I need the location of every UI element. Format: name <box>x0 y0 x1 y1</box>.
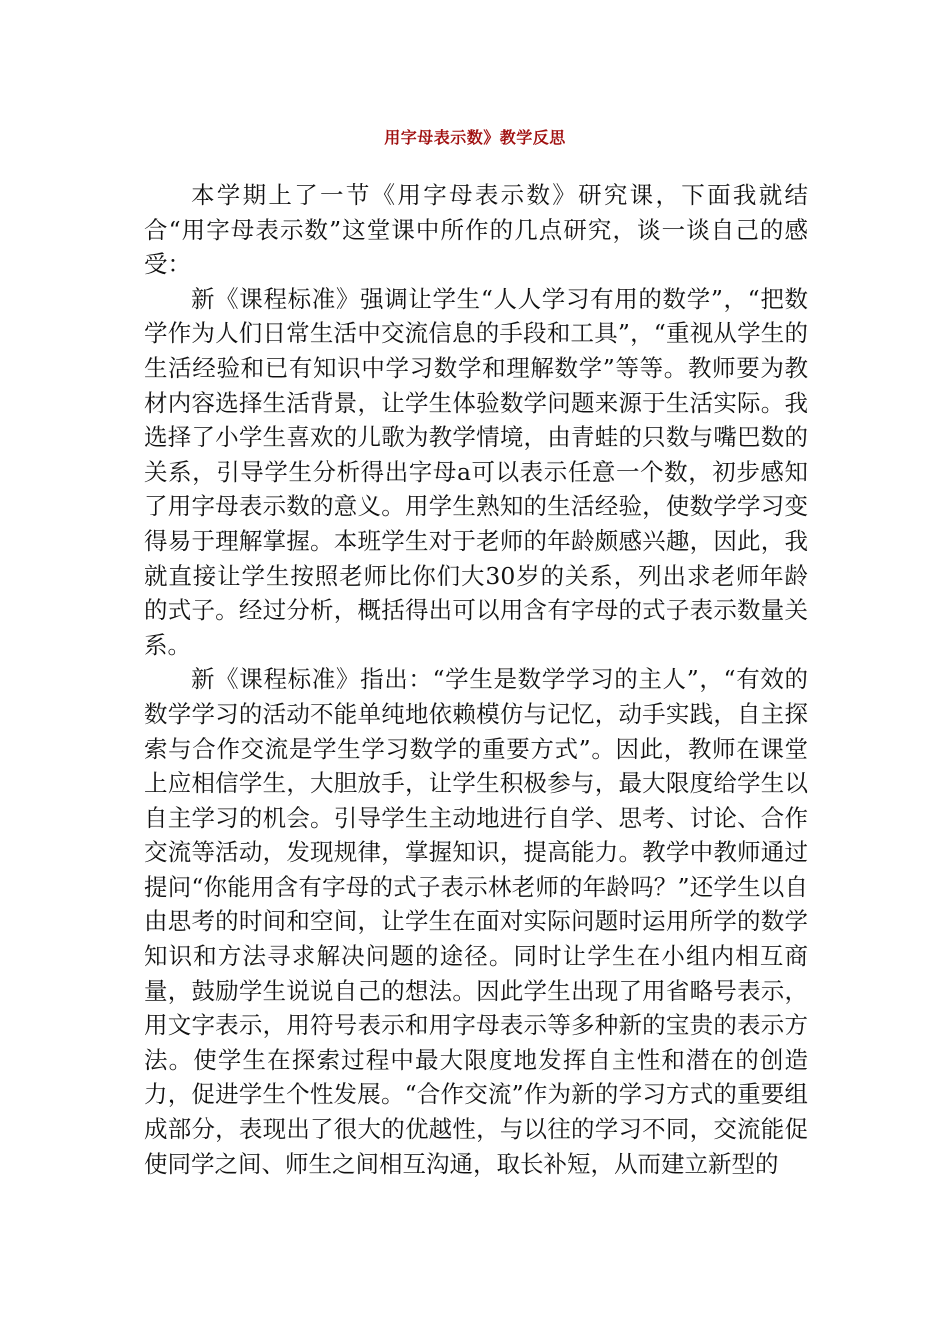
document-body <box>144 178 808 1181</box>
paragraph-student-autonomy: 新《课程标准》指出：“学生是数学学习的主人”，“有效的数学学习的活动不能单纯地依赖模仿与记忆，动手实践，自主探索与合作交流是学生学习数学的重要方式”。因此，教师在课堂上应相信学生，大胆放手，让学生积极参与，最大限度给学生以自主学习的机会。引导学生主动地进行自学、思考、讨论、合作交流等活动，发现规律，掌握知识，提高能力。教学中教师通过提问“你能用含有字母的式子表示林老师的年龄吗？”还学生以自由思考的时间和空间，让学生在面对实际问题时运用所学的数学知识和方法寻求解决问题的途径。同时让学生在小组内相互商量，鼓励学生说说自己的想法。因此学生出现了用省略号表示，用文字表示，用符号表示和用字母表示等多种新的宝贵的表示方法。使学生在探索过程中最大限度地发挥自主性和潜在的创造力，促进学生个性发展。“合作交流”作为新的学习方式的重要组成部分，表现出了很大的优越性，与以往的学习不同，交流能促使同学之间、师生之间相互沟通，取长补短，从而建立新型的 <box>144 665 808 1178</box>
paragraph-curriculum-standard: 新《课程标准》强调让学生“人人学习有用的数学”，“把数学作为人们日常生活中交流信息的手段和工具”，“重视从学生的生活经验和已有知识中学习数学和理解数学”等等。教师要为教材内容选择生活背景，让学生体验数学问题来源于生活实际。我选择了小学生喜欢的儿歌为教学情境，由青蛙的只数与嘴巴数的关系，引导学生分析得出字母a可以表示任意一个数，初步感知了用字母表示数的意义。用学生熟知的生活经验，使数学学习变得易于理解掌握。本班学生对于老师的年龄颇感兴趣，因此，我就直接让学生按照老师比你们大30岁的关系，列出求老师年龄的式子。经过分析，概括得出可以用含有字母的式子表示数量关系。 <box>144 284 808 659</box>
document-title: 用字母表示数》教学反思 <box>384 128 566 147</box>
paragraph-intro: 本学期上了一节《用字母表示数》研究课，下面我就结合“用字母表示数”这堂课中所作的几点研究，谈一谈自己的感受： <box>144 181 808 279</box>
